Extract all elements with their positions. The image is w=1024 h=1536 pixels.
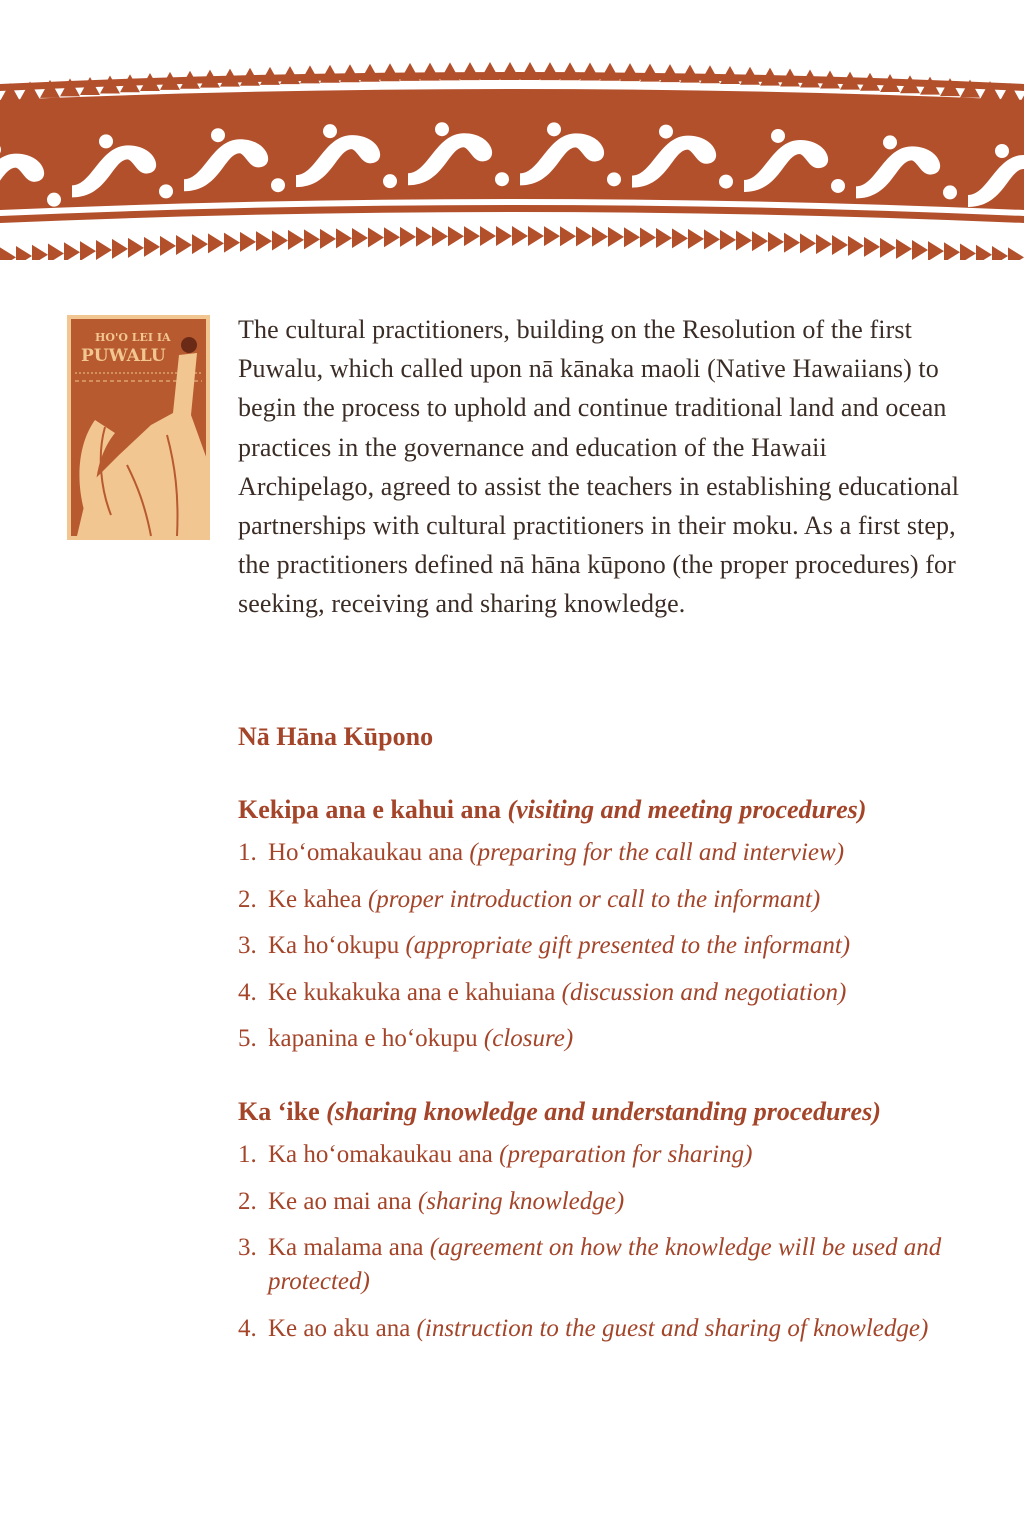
triangle [0,247,16,260]
triangle [832,235,848,255]
wave-dot [995,144,1009,158]
triangle [768,232,784,252]
triangle [416,227,432,247]
wave-dot [159,184,173,198]
procedure-list [238,836,978,1056]
list-item [238,836,978,870]
triangle [656,228,672,248]
triangle [944,242,960,260]
item-number: 1. [238,839,257,866]
triangle [528,226,544,246]
triangle [704,229,720,249]
group-heading-term: Ka ʻike [238,1097,320,1126]
item-number: 4. [238,978,257,1006]
svg-text:PUWALU: PUWALU [81,346,166,366]
wave-dot [659,125,673,139]
item-description: (agreement on how the knowledge will be used and protected) [268,1234,942,1295]
triangle [464,226,480,246]
group-heading-note: (sharing knowledge and understanding procedures) [326,1097,881,1126]
item-description: (instruction to the guest and sharing of knowledge) [416,1314,929,1342]
decorative-wave-banner [0,60,1024,260]
triangle [848,236,864,256]
group-heading-note: (visiting and meeting procedures) [507,795,867,824]
triangle [352,228,368,248]
triangle [992,246,1008,260]
list-item [238,883,978,917]
item-number: 1. [238,1141,257,1168]
wave-dot [383,174,397,188]
bottom-triangle-border [0,226,1024,260]
triangle [320,229,336,249]
wave-dot [47,193,61,207]
wave-dot [771,129,785,143]
triangle [160,236,176,256]
wave-dot [607,172,621,186]
intro-paragraph: The cultural practitioners, building on the Resolution of the first Puwalu, which called upon nā kānaka maoli (Native Hawaiians) to begin the process to uphold and continue traditional land and ocean practices in the governance and education of the Hawaii Archipelago, agreed to assist the teachers in establishing educational partnerships with cultural practitioners in their moku. As a first step, the practitioners defined nā hāna kūpono (the proper procedures) for seeking, receiving and sharing knowledge. [238,315,960,619]
triangle [864,237,880,257]
procedure-group-sharing [238,1094,978,1358]
triangle [496,226,512,246]
triangle [32,245,48,260]
triangle [272,231,288,251]
triangle [640,228,656,248]
triangle [384,227,400,247]
triangle [608,227,624,247]
triangle [688,229,704,249]
triangle [976,245,992,260]
svg-text:HO'O LEI IA: HO'O LEI IA [95,331,171,344]
triangle [816,234,832,254]
triangle [64,242,80,260]
list-item [238,1231,978,1299]
wave-dot [719,175,733,189]
triangle [1008,247,1024,260]
item-term: Ka hoʻomakaukau ana [268,1141,493,1168]
triangle [96,240,112,260]
triangle [256,231,272,251]
item-description: (sharing knowledge) [417,1187,625,1215]
wave-dot [435,122,449,136]
group-heading [238,1094,978,1130]
wave-dot [271,178,285,192]
triangle [784,233,800,253]
triangle [576,226,592,246]
item-description: (proper introduction or call to the informant) [367,885,821,913]
triangle [176,235,192,255]
triangle [112,239,128,259]
procedure-group-visiting [238,792,978,1069]
triangle [304,229,320,249]
procedure-list [238,1138,978,1346]
item-term: kapanina e hoʻokupu [268,1025,478,1052]
item-description: (closure) [483,1025,574,1052]
triangle [912,240,928,260]
triangle [432,226,448,246]
item-number: 5. [238,1025,257,1052]
item-term: Ke ao mai ana [268,1187,412,1215]
triangle [368,228,384,248]
triangle [544,226,560,246]
triangle [192,234,208,254]
triangle [592,227,608,247]
item-term: Ke kukakuka ana e kahuiana [268,978,556,1006]
item-description: (discussion and negotiation) [561,978,847,1006]
triangle [896,239,912,259]
triangle [960,243,976,260]
triangle [240,232,256,252]
triangle [16,246,32,260]
triangle [128,238,144,258]
triangle [512,226,528,246]
item-number: 2. [238,1187,257,1215]
triangle [480,226,496,246]
wave-dot [211,128,225,142]
triangle [752,231,768,251]
triangle [144,237,160,257]
item-description: (preparing for the call and interview) [469,839,845,866]
wave-dot [943,185,957,199]
bottom-thin-band [0,205,1024,223]
wave-dot [323,124,337,138]
triangle [880,238,896,258]
list-item [238,976,978,1010]
item-number: 3. [238,1234,257,1261]
list-item [238,929,978,963]
wave-dot [495,172,509,186]
item-description: (appropriate gift presented to the informant) [405,932,851,959]
item-number: 4. [238,1314,257,1342]
triangle [720,230,736,250]
item-term: Ka hoʻokupu [268,932,400,959]
triangle [208,233,224,253]
section-title: Nā Hāna Kūpono [238,722,434,751]
wave-dot [99,134,113,148]
hoo-lei-ia-puwalu-logo [67,315,210,540]
triangle [800,233,816,253]
item-description: (preparation for sharing) [499,1141,753,1168]
item-term: Hoʻomakaukau ana [268,839,464,866]
item-number: 2. [238,885,257,913]
group-heading-term: Kekipa ana e kahui ana [238,795,501,824]
triangle [736,231,752,251]
list-item [238,1022,978,1056]
triangle [224,233,240,253]
triangle [80,241,96,260]
list-item [238,1138,978,1172]
item-number: 3. [238,932,257,959]
group-heading [238,792,978,828]
triangle [48,243,64,260]
triangle [624,227,640,247]
triangle [448,226,464,246]
triangle [672,228,688,248]
list-item [238,1185,978,1219]
triangle [336,228,352,248]
item-term: Ka malama ana [268,1234,424,1261]
triangle [560,226,576,246]
triangle [400,227,416,247]
wave-dot [831,179,845,193]
triangle [288,230,304,250]
item-term: Ke ao aku ana [268,1314,411,1342]
item-term: Ke kahea [268,885,362,913]
wave-dot [883,135,897,149]
list-item [238,1312,978,1346]
triangle [928,241,944,260]
wave-dot [547,122,561,136]
